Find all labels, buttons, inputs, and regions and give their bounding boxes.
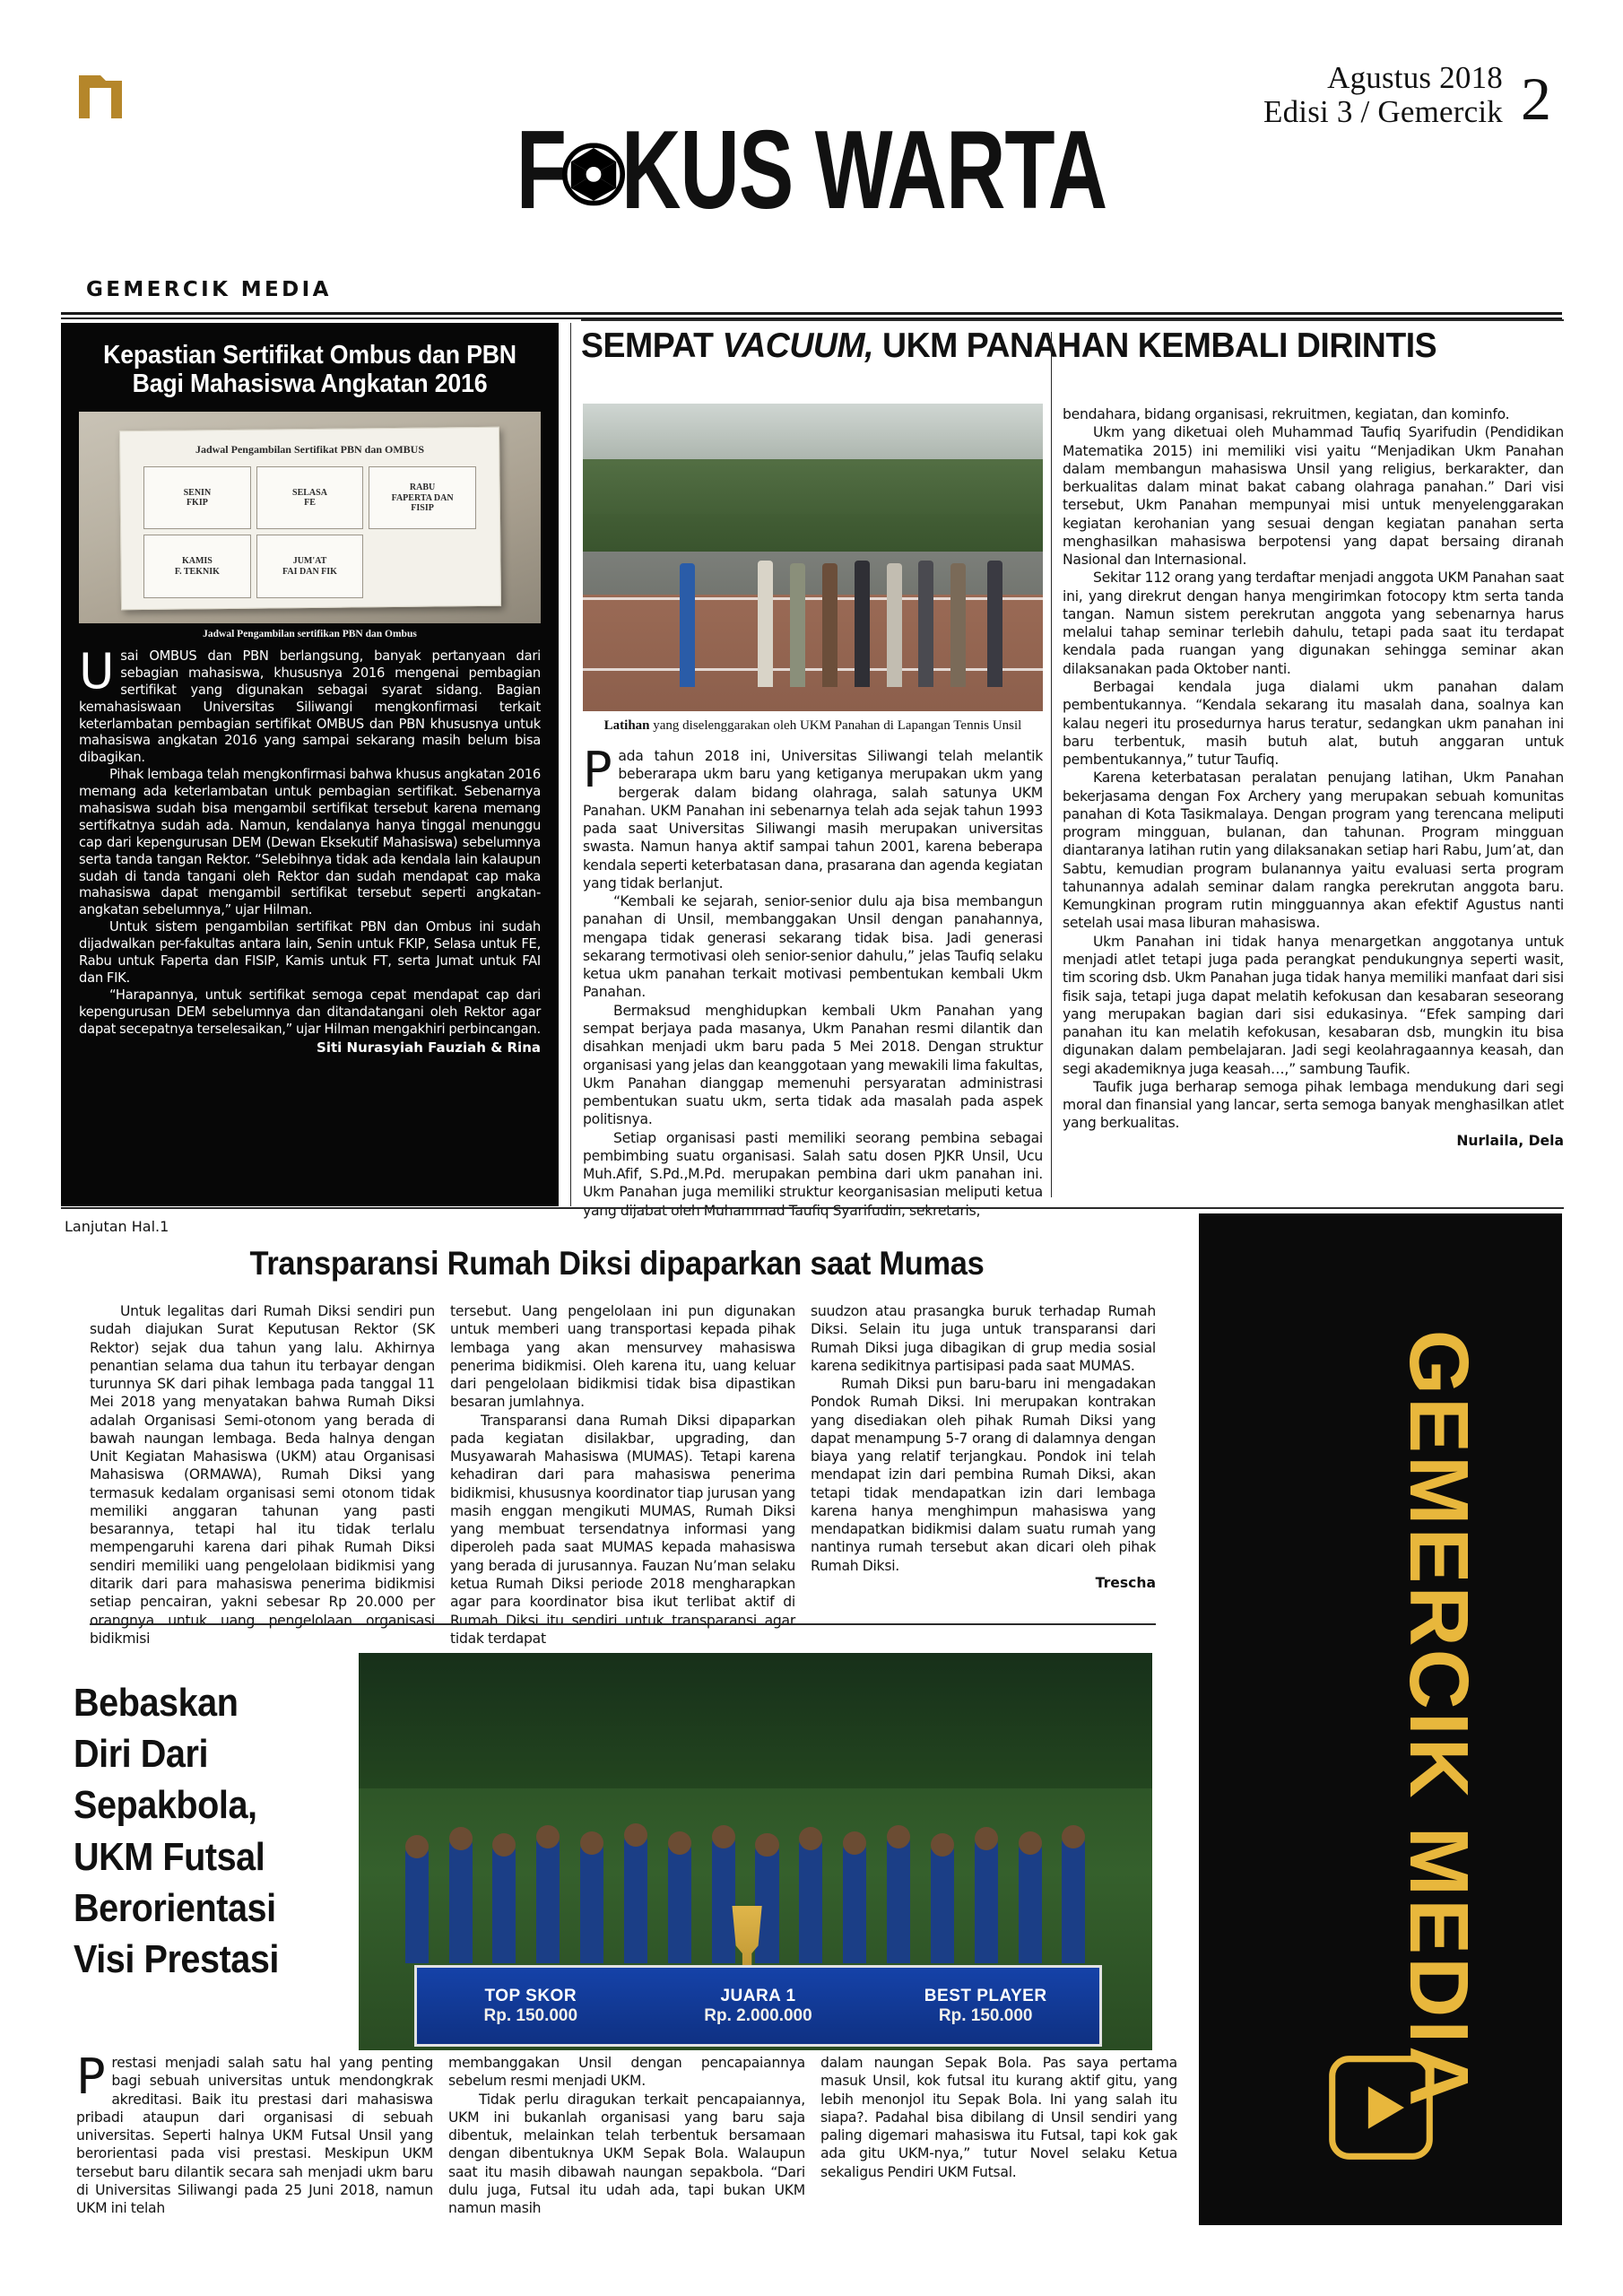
panahan-paragraph: “Kembali ke sejarah, senior-senior dulu aja bisa membangun panahan di Unsil, membanggakan Unsil dengan panahannya, mengapa tidak generasi sekarang tidak bisa. Jadi generasi sekarang termotivasi oleh senior-senior dahulu,” jelas Taufiq selaku ketua ukm panahan terkait motivasi pembentukan kembali Ukm Panahan.: [583, 893, 1043, 1001]
sidebar-paragraph: [79, 642, 541, 767]
futsal-paragraph: [76, 2048, 433, 2217]
masthead: [0, 0, 1623, 301]
panahan-paragraph: Sekitar 112 orang yang terdaftar menjadi anggota UKM Panahan saat ini, yang direkrut dengan hanya mengirimkan fotocopy ktm serta tanda tangan. Namun sistem perekrutan anggota yang sebenarnya harus melalui tahap seminar terlebih dahulu, tetapi pada saat itu terdapat kendala pada ruangan yang digunakan sehingga seminar akan dilaksanakan pada Oktober nanti.: [1063, 570, 1564, 677]
panahan-story-byline: Nurlaila, Dela: [1456, 1132, 1564, 1149]
issue-date: Agustus 2018: [1327, 60, 1503, 95]
transparansi-paragraph: tersebut. Uang pengelolaan ini pun digunakan untuk memberi uang transportasi kepada pihak lembaga yang akan mensurvey mahasiswa penerima bidikmisi. Oleh karena itu, uang keluar dari pengelolaan bidikmisi tidak bisa dipastikan besaran jumlahnya.: [450, 1303, 795, 1411]
sidebar-paragraph: Untuk sistem pengambilan sertifikat PBN dan Ombus ini sudah dijadwalkan per-fakultas antara lain, Senin untuk FKIP, Selasa untuk FE, Rabu untuk Faperta dan FISIP, Kamis untuk FT, serta Jumat untuk FAI dan FIK.: [79, 919, 541, 986]
sidebar-story-photo: [79, 412, 541, 623]
schedule-cell: KAMIS F. TEKNIK: [143, 535, 251, 597]
panahan-headline-part1: SEMPAT: [581, 326, 723, 365]
sidebar-paragraph-text: sai OMBUS dan PBN berlangsung, banyak pertanyaan dari sebagian mahasiswa, khususnya 2016 mengenai pembagian sertifikat yang digunakan sebagai syarat sidang. Bagian kemahasiswaan Universitas Siliwangi mengkonfirmasi terkait keterlambatan pembagian sertifikat OMBUS dan PBN khususnya untuk mahasiswa angkatan 2016 yang sampai sekarang masih belum bisa dibagikan.: [79, 648, 541, 766]
sidebar-paragraph: “Harapannya, untuk sertifikat semoga cepat mendapat cap dari kepengurusan DEM sebelumnya dan ditandatangani oleh Rektor agar dapat secepatnya terselesaikan,” ujar Hilman mengakhiri perbincangan.: [79, 987, 541, 1037]
panahan-caption-rest: yang diselenggarakan oleh UKM Panahan di Lapangan Tennis Unsil: [649, 718, 1022, 733]
prize-amount: Rp. 150.000: [938, 2005, 1033, 2025]
prize-label: BEST PLAYER: [924, 1986, 1047, 2005]
sidebar-paragraph: Pihak lembaga telah mengkonfirmasi bahwa khusus angkatan 2016 memang ada keterlambatan untuk pembagian sertifikat. Sebenarnya mahasiswa sudah bisa mengambil sertifikat tersebut karena memang sertifkatnya sudah ada. Namun, kendalanya hanya tinggal menunggu cap dari kepengurusan DEM (Dewan Eksekutif Mahasiswa) sebelumnya serta tanda tangan Rektor. “Selebihnya tidak ada kendala lain kalaupun sudah di tanda tangani oleh Rektor dan sudah mendapat cap maka mahasiswa dapat mengambil sertifikat tersebut seperti angkatan-angkatan sebelumnya,” ujar Hilman.: [79, 767, 541, 918]
sidebar-story: [61, 323, 559, 1206]
dropcap: P: [583, 742, 612, 798]
dropcap: P: [76, 2048, 106, 2105]
aperture-icon: [562, 136, 625, 199]
transparansi-paragraph: Transparansi dana Rumah Diksi dipaparkan pada kegiatan disilakbar, upgrading, dan Musyawarah Mahasiswa (MUMAS). Tetapi karena kehadiran dari para mahasiswa penerima bidikmisi, khususnya koordinator tiap jurusan yang masih enggan mengikuti MUMAS, Rumah Diksi yang membuat tersendatnya informasi yang diperoleh pada saat MUMAS kepada mahasiswa yang berada di jurusannya. Fauzan Nu’man selaku ketua Rumah Diksi periode 2018 mengharapkan agar para koordinator bisa ikut terlibat aktif di Rumah Diksi itu sendiri untuk transparansi agar tidak terdapat: [450, 1412, 795, 1647]
futsal-photo: [359, 1653, 1152, 2050]
panahan-column-right: [1063, 405, 1564, 1149]
transparansi-column-2: [450, 1302, 795, 1648]
dropcap: U: [79, 642, 115, 700]
transparansi-story-byline: Trescha: [1095, 1574, 1156, 1591]
masthead-divider: [61, 312, 1562, 319]
gemercik-media-ad: [1199, 1213, 1562, 2225]
schedule-cell-empty: [369, 535, 476, 597]
sidebar-photo-caption: Jadwal Pengambilan sertifikan PBN dan Ombus: [203, 628, 417, 639]
panahan-paragraph: Ukm yang diketuai oleh Muhammad Taufiq Syarifudin (Pendidikan Matematika 2015) ini memiliki visi yaitu “Menjadikan Ukm Panahan dalam membangun mahasiswa Unsil yang religius, berkarakter, dan berkualitas dalam minat bakat cabang olahraga panahan.” Dari visi tersebut, Ukm Panahan mempunyai misi untuk menyelenggarakan kegiatan kerohanian yang sesuai dengan kegiatan panahan serta menghasilkan mahasiswa berpotensi yang dapat bersaing diranah Nasional dan Internasional.: [1063, 424, 1564, 569]
ad-text: GEMERCIK MEDIA: [1393, 1329, 1486, 2109]
panahan-paragraph: Ukm Panahan ini tidak hanya menargetkan anggotanya untuk menjadi atlet tetapi juga pada perangkat pendukungnya seperti wasit, tim scoring dsb. Ukm Panahan juga tidak hanya memiliki manfaat dari sisi fisik saja, tetapi juga dapat melatih kefokusan dan kesabaran seseorang yang merupakan bagian dari sisi edukasinya. “Efek samping dari panahan itu kan melatih kefokusan, kesabaran dsb, mungkin itu bisa digunakan dalam pembelajaran. Jadi segi keolahragaannya keasah, dan segi akademiknya juga keasah…,” sambung Taufik.: [1063, 933, 1564, 1077]
panahan-paragraph: bendahara, bidang organisasi, rekruitmen, kegiatan, dan kominfo.: [1063, 406, 1510, 422]
futsal-paragraph-text: restasi menjadi salah satu hal yang penting bagi sebuah universitas untuk mendongkrak akreditasi. Baik itu prestasi dari mahasiswa pribadi ataupun dari organisasi di sebuah universitas. Seperti halnya UKM Futsal Unsil yang berorientasi pada visi prestasi. Meskipun UKM tersebut baru dilantik secara sah menjadi ukm baru di Universitas Siliwangi pada 25 Juni 2018, namun UKM ini telah: [76, 2055, 433, 2217]
panahan-caption-bold: Latihan: [603, 718, 650, 733]
panahan-photo-caption: [583, 718, 1043, 734]
prize-label: JUARA 1: [720, 1986, 796, 2005]
gemercik-play-logo: [1328, 2055, 1434, 2161]
section-label: GEMERCIK MEDIA: [86, 278, 332, 301]
futsal-column-3: [820, 2054, 1177, 2181]
panahan-headline-part2: UKM PANAHAN KEMBALI DIRINTIS: [873, 326, 1437, 365]
transparansi-paragraph: suudzon atau prasangka buruk terhadap Rumah Diksi. Selain itu juga untuk transparansi dari Rumah Diksi juga dibagikan di grup media sosial karena sedikitnya partisipasi pada saat MUMAS.: [811, 1303, 1156, 1374]
prize-banner: [414, 1965, 1102, 2046]
schedule-cell: RABU FAPERTA DAN FISIP: [369, 466, 476, 529]
continuation-label: Lanjutan Hal.1: [65, 1218, 169, 1235]
panahan-top-rule: [581, 319, 1564, 321]
sidebar-story-byline: Siti Nurasyiah Fauziah & Rina: [317, 1039, 541, 1057]
schedule-photo-title: Jadwal Pengambilan Sertifikat PBN dan OMBUS: [195, 443, 424, 457]
transparansi-column-3: [811, 1302, 1156, 1591]
futsal-paragraph: Tidak perlu diragukan terkait pencapaiannya, UKM ini bukanlah organisasi yang baru saja dibentuk, melainkan telah terbentuk bersamaan dengan dibentuknya UKM Sepak Bola. Walaupun saat itu masih dibawah naungan sepakbola. “Dari dulu juga, Futsal itu udah ada, tapi bukan UKM namun masih: [448, 2091, 805, 2217]
panahan-paragraph: [583, 742, 1043, 892]
transparansi-column-1: [90, 1302, 435, 1648]
schedule-cell: SENIN FKIP: [143, 466, 251, 529]
title-right: KUS WARTA: [621, 109, 1107, 232]
futsal-column-2: [448, 2054, 805, 2217]
issue-edition: Edisi 3 / Gemercik: [1263, 93, 1503, 129]
sidebar-story-headline: Kepastian Sertifikat Ombus dan PBN Bagi Mahasiswa Angkatan 2016: [103, 341, 516, 399]
schedule-cell: JUM'AT FAI DAN FIK: [256, 535, 364, 597]
futsal-headline: Bebaskan Diri Dari Sepakbola, UKM Futsal Berorientasi Visi Prestasi: [74, 1681, 279, 1981]
page-number: 2: [1521, 64, 1551, 133]
panahan-photo: [583, 404, 1043, 711]
panahan-paragraph: Bermaksud menghidupkan kembali Ukm Panahan yang sempat berjaya pada masanya, Ukm Panahan resmi dilantik dan disahkan menjadi ukm baru pada 5 Mei 2018. Dengan struktur organisasi yang jelas dan keanggotaan yang mewakili lima fakultas, Ukm Panahan dianggap memenuhi persyaratan administrasi pembentukan suatu ukm, serta tidak ada masalah pada aspek politisnya.: [583, 1002, 1043, 1128]
panahan-paragraph: Karena keterbatasan peralatan penujang latihan, Ukm Panahan bekerjasama dengan Fox Archery yang merupakan sebuah komunitas panahan di Kota Tasikmalaya. Dengan program yang terencana meliputi program mingguan, bulanan, dan tahunan. Program mingguan diantaranya latihan rutin yang dilaksanakan setiap hari Rabu, Jum’at, dan Sabtu, kemudian program bulanannya yaitu evaluasi serta program tahunannya adalah seminar dalam rangka perekrutan anggota baru. Kemungkinan program rutin mingguannya akan efektif Agustus nanti setelah usai masa liburan mahasiswa.: [1063, 770, 1564, 932]
panahan-headline: [581, 328, 1524, 363]
prize-cell: [872, 1987, 1099, 2026]
prize-amount: Rp. 150.000: [483, 2005, 578, 2025]
schedule-grid: [143, 466, 476, 597]
panahan-headline-italic: VACUUM,: [722, 326, 874, 365]
panahan-paragraph: Setiap organisasi pasti memiliki seorang pembina sebagai pembimbing suatu organisasi. Salah satu dosen PJKR Unsil, Ucu Muh.Afif, S.Pd.,M.Pd. merupakan pembina dari ukm panahan ini. Ukm Panahan juga memiliki struktur keorganisasian meliputi ketua yang dijabat oleh Muhammad Taufiq Syarifudin, sekretaris,: [583, 1129, 1043, 1219]
prize-cell: [417, 1987, 645, 2026]
panahan-paragraph: Taufik juga berharap semoga pihak lembaga mendukung dari segi moral dan finansial yang lancar, serta semoga banyak menghasilkan atlet yang berkualitas.: [1063, 1078, 1564, 1132]
transparansi-paragraph: Untuk legalitas dari Rumah Diksi sendiri pun sudah diajukan Surat Keputusan Rektor (SK Rektor) sejak dua tahun yang lalu. Akhirnya penantian selama dua tahun itu terbayar dengan turunnya SK dari pihak lembaga pada tanggal 11 Mei 2018 yang menyatakan bahwa Rumah Diksi adalah Organisasi Semi-otonom yang berada di bawah naungan lembaga. Beda halnya dengan Unit Kegiatan Mahasiswa (UKM) atau Organisasi Mahasiswa (ORMAWA), Rumah Diksi yang termasuk kedalam organisasi semi otonom tidak memiliki anggaran tahunan yang pasti besarannya, tetapi hal itu tidak terlalu mempengaruhi karena dari pihak Rumah Diksi sendiri memiliki uang pengelolaan bidikmisi yang ditarik dari para mahasiswa penerima bidikmisi setiap pencairan, yakni sebesar Rp 20.000 per orangnya untuk uang pengelolaan organisasi bidikmisi: [90, 1303, 435, 1647]
panahan-paragraph-text: ada tahun 2018 ini, Universitas Siliwangi telah melantik beberarapa ukm baru yang ketiganya merupakan ukm yang bergerak dalam bidang olahraga, salah satunya UKM Panahan. UKM Panahan ini sebenarnya telah ada sejak tahun 1993 pada saat Universitas Siliwangi masih merupakan universitas swasta. Namun hanya aktif sampai tahun 2001, karena beberapa kendala seperti keterbatasan dana, prasarana dan agenda kegiatan yang tidak berlanjut.: [583, 748, 1043, 891]
section-divider-1: [61, 1207, 1564, 1209]
futsal-paragraph: dalam naungan Sepak Bola. Pas saya pertama masuk Unsil, kok futsal itu kurang aktif gitu, yang lebih menonjol itu Sepak Bola. Ini yang salah itu siapa?. Padahal bisa dibilang di Unsil sendiri yang paling digemari mahasiswa itu Futsal, tapi kok gak ada gitu UKM-nya,” tutur Novel selaku Ketua sekaligus Pendiri UKM Futsal.: [820, 2055, 1177, 2180]
futsal-column-1: [76, 2048, 433, 2217]
panahan-column-divider: [1051, 332, 1052, 1197]
prize-label: TOP SKOR: [484, 1986, 577, 2005]
title-left: F: [516, 109, 566, 232]
panahan-column-middle: [583, 742, 1043, 1220]
prize-cell: [645, 1987, 872, 2026]
section-divider-2: [90, 1623, 1156, 1625]
schedule-cell: SELASA FE: [256, 466, 364, 529]
transparansi-headline: Transparansi Rumah Diksi dipaparkan saat Mumas: [249, 1245, 985, 1282]
panahan-paragraph: Berbagai kendala juga dialami ukm panahan dalam pembentukannya. “Kendala sekarang itu masalah dana, soalnya kan kalau negeri itu prosedurnya harus teratur, sedangkan ukm panahan ini baru terbentuk, masih butuh alat, butuh anggaran untuk pembentukannya,” tutur Taufiq.: [1063, 678, 1564, 769]
futsal-paragraph: membanggakan Unsil dengan pencapaiannya sebelum resmi menjadi UKM.: [448, 2055, 805, 2090]
sidebar-column-divider: [570, 323, 571, 1206]
prize-amount: Rp. 2.000.000: [704, 2005, 812, 2025]
transparansi-paragraph: Rumah Diksi pun baru-baru ini mengadakan Pondok Rumah Diksi. Ini merupakan kontrakan yang disediakan oleh pihak Rumah Diksi yang dapat menampung 5-7 orang di dalamnya dengan biaya yang relatif terjangkau. Pondok ini telah mendapat izin dari pembina Rumah Diksi, akan tetapi tidak mendapatkan izin dari lembaga karena hanya menghimpun mahasiswa yang mendapatkan bidikmisi dalam suatu rumah yang nantinya rumah tersebut akan dicari oleh pihak Rumah Diksi.: [811, 1376, 1156, 1574]
